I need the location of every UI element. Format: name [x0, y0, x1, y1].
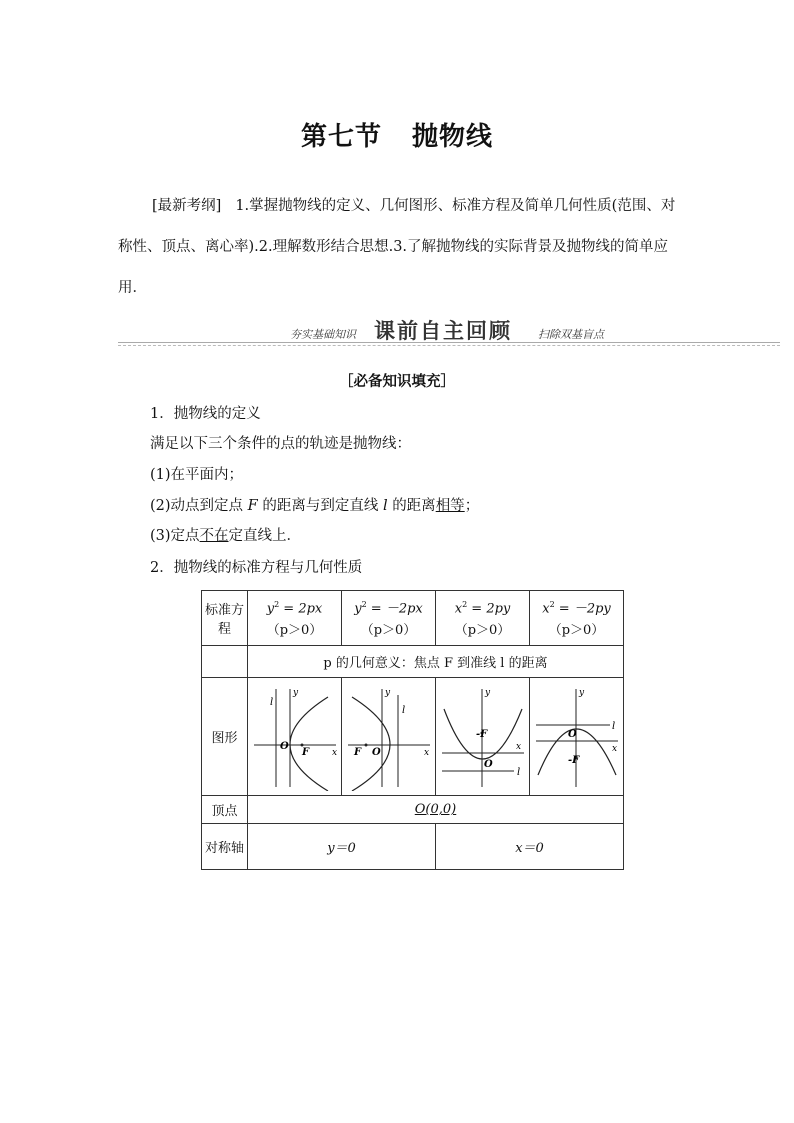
graph-cell-down-opening: [530, 678, 624, 796]
svg-text:x: x: [515, 741, 521, 752]
svg-text:O: O: [567, 728, 577, 740]
parabola-down-graph: [532, 683, 622, 791]
svg-text:x: x: [423, 747, 429, 758]
graph-cell-up-opening: [436, 678, 530, 796]
svg-text:-F: -F: [567, 754, 579, 766]
row-label-graph: 图形: [202, 678, 248, 796]
svg-text:y: y: [484, 687, 490, 698]
equation-cell-3: $x^2 = 2py$ （p＞0）: [436, 591, 530, 646]
table-row-graph: [202, 678, 624, 796]
title-topic: 抛物线: [412, 122, 494, 152]
row-label-vertex: 顶点: [202, 796, 248, 824]
axis-cell-x0: x＝0: [436, 824, 624, 870]
banner-rule-dashed: [118, 345, 780, 346]
title-section-number: 第七节: [300, 122, 382, 152]
equation-cell-2: $y^2 = -2px$ （p＞0）: [342, 591, 436, 646]
row-label-equation: 标准方程: [202, 591, 248, 646]
svg-text:x: x: [331, 747, 337, 758]
svg-text:y: y: [384, 687, 390, 698]
vertex-cell: [248, 796, 624, 824]
definition-heading: 1．抛物线的定义: [150, 406, 261, 422]
equation-cell-1: $y^2 = 2px$ （p＞0）: [248, 591, 342, 646]
axis-cell-y0: y＝0: [248, 824, 436, 870]
svg-text:F: F: [301, 746, 309, 758]
table-row-vertex: [202, 796, 624, 824]
equation-cell-4: $x^2 = -2py$ （p＞0）: [530, 591, 624, 646]
svg-text:x: x: [611, 743, 617, 754]
table-row-axis: [202, 824, 624, 870]
syllabus-outline: [118, 186, 680, 309]
condition-3: (3)定点不在定直线上．: [150, 528, 302, 544]
banner-rule: [118, 342, 780, 343]
svg-text:l: l: [611, 720, 615, 732]
svg-text:-F: -F: [475, 728, 487, 740]
svg-text:O: O: [279, 740, 289, 752]
parabola-right-graph: [250, 683, 340, 791]
svg-text:l: l: [401, 704, 405, 716]
graph-cell-right-opening: [248, 678, 342, 796]
section-heading: ［必备知识填充］: [339, 374, 455, 390]
outline-lead: [最新考纲]: [152, 198, 222, 214]
outline-text: 1.掌握抛物线的定义、几何图形、标准方程及简单几何性质(范围、对称性、顶点、离心率).2.理解数形结合思想.3.了解抛物线的实际背景及抛物线的简单应用．: [118, 198, 676, 296]
parabola-up-graph: [438, 683, 528, 791]
p-meaning-cell: p 的几何意义：焦点 F 到准线 l 的距离: [248, 646, 624, 678]
svg-text:y: y: [292, 687, 298, 698]
graph-cell-left-opening: [342, 678, 436, 796]
banner-right-text: 扫除双基盲点: [538, 328, 604, 341]
banner-main-text: 课前自主回顾: [374, 319, 512, 343]
condition-2: (2)动点到定点 F 的距离与到定直线 l 的距离相等；: [150, 498, 480, 514]
svg-text:l: l: [269, 696, 273, 708]
definition-intro: 满足以下三个条件的点的轨迹是抛物线：: [150, 436, 411, 452]
table-row-equation: [202, 591, 624, 646]
svg-text:O: O: [371, 746, 381, 758]
table-row-p-meaning: [202, 646, 624, 678]
row-label-axis: 对称轴: [202, 824, 248, 870]
svg-text:F: F: [353, 746, 361, 758]
answer-blank-equal: 相等: [435, 498, 465, 514]
page-title: [0, 116, 794, 153]
svg-text:O: O: [483, 758, 493, 770]
vertex-answer: O(0,0): [414, 802, 457, 817]
banner-left-text: 夯实基础知识: [290, 328, 356, 341]
properties-heading: 2．抛物线的标准方程与几何性质: [150, 560, 363, 576]
condition-1: (1)在平面内；: [150, 467, 244, 483]
parabola-properties-table: [201, 590, 624, 870]
parabola-left-graph: [344, 683, 434, 791]
svg-text:y: y: [578, 687, 584, 698]
section-banner: [118, 312, 780, 350]
answer-blank-not-on: 不在: [199, 528, 229, 544]
svg-text:l: l: [516, 766, 520, 778]
